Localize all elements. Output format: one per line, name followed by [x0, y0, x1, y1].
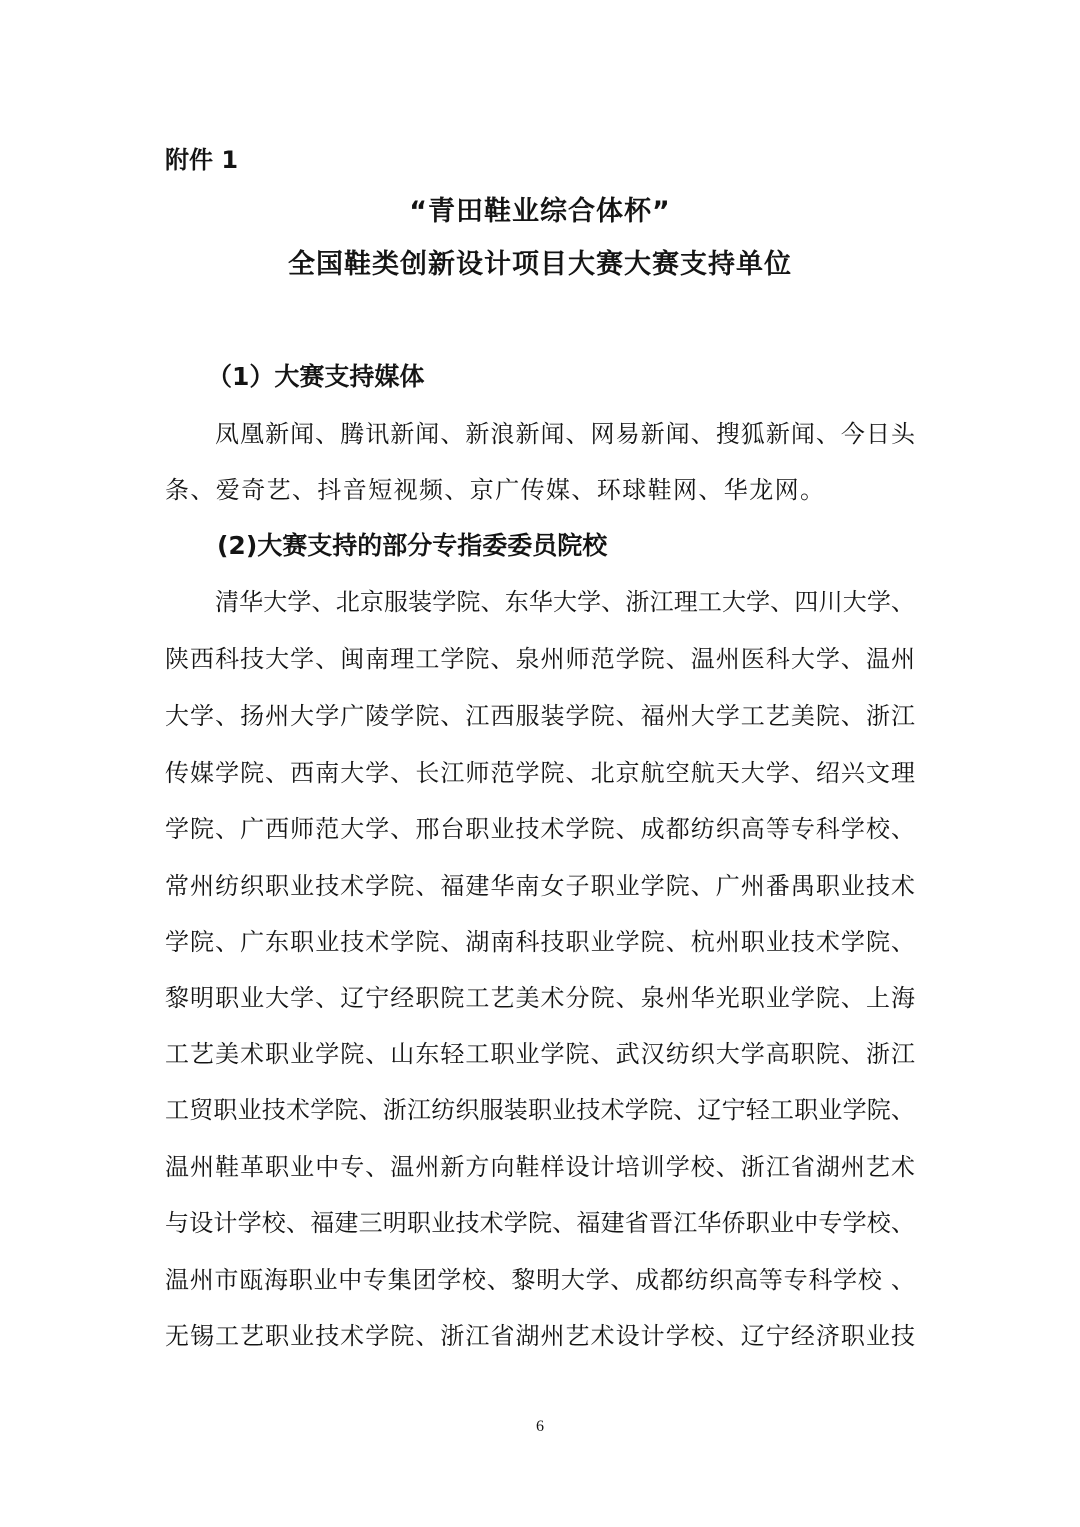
paragraph-line: 清华大学、北京服装学院、东华大学、浙江理工大学、四川大学、 [215, 588, 915, 616]
paragraph-line: 温州市瓯海职业中专集团学校、黎明大学、成都纺织高等专科学校 、 [165, 1266, 915, 1294]
paragraph-line: 传媒学院、西南大学、长江师范学院、北京航空航天大学、绍兴文理 [165, 759, 915, 787]
attachment-label: 附件 1 [165, 146, 239, 174]
paragraph-line: 无锡工艺职业技术学院、浙江省湖州艺术设计学校、辽宁经济职业技 [165, 1322, 915, 1350]
paragraph-line: 常州纺织职业技术学院、福建华南女子职业学院、广州番禺职业技术 [165, 872, 915, 900]
paragraph-line: 条、爱奇艺、抖音短视频、京广传媒、环球鞋网、华龙网。 [165, 476, 826, 504]
title-line-1: “青田鞋业综合体杯” [409, 196, 671, 227]
section-heading-schools: (2)大赛支持的部分专指委委员院校 [217, 531, 608, 560]
title-line-2: 全国鞋类创新设计项目大赛大赛支持单位 [288, 249, 792, 280]
page-number: 6 [536, 1418, 544, 1435]
paragraph-line: 与设计学校、福建三明职业技术学院、福建省晋江华侨职业中专学校、 [165, 1209, 915, 1237]
paragraph-line: 学院、广东职业技术学院、湖南科技职业学院、杭州职业技术学院、 [165, 928, 915, 956]
paragraph-line: 工艺美术职业学院、山东轻工职业学院、武汉纺织大学高职院、浙江 [165, 1040, 915, 1068]
paragraph-line: 温州鞋革职业中专、温州新方向鞋样设计培训学校、浙江省湖州艺术 [165, 1153, 915, 1181]
paragraph-line: 工贸职业技术学院、浙江纺织服装职业技术学院、辽宁轻工职业学院、 [165, 1096, 915, 1124]
paragraph-line: 学院、广西师范大学、邢台职业技术学院、成都纺织高等专科学校、 [165, 815, 915, 843]
paragraph-line: 黎明职业大学、辽宁经职院工艺美术分院、泉州华光职业学院、上海 [165, 984, 915, 1012]
paragraph-line: 大学、扬州大学广陵学院、江西服装学院、福州大学工艺美院、浙江 [165, 702, 915, 730]
paragraph-line: 凤凰新闻、腾讯新闻、新浪新闻、网易新闻、搜狐新闻、今日头 [215, 420, 915, 448]
section-heading-media: （1）大赛支持媒体 [207, 362, 425, 391]
paragraph-line: 陕西科技大学、闽南理工学院、泉州师范学院、温州医科大学、温州 [165, 645, 915, 673]
